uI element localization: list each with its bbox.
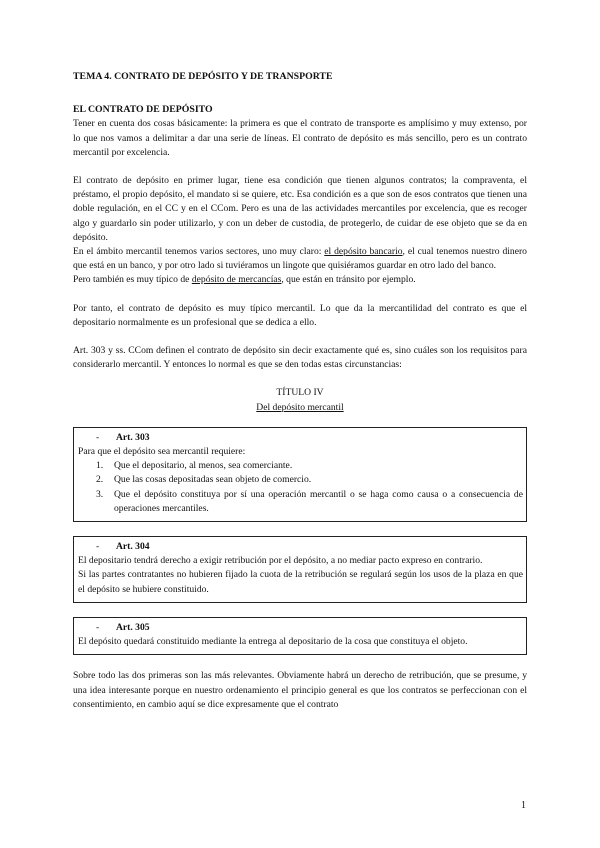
paragraph-4 — [73, 273, 527, 287]
list-item-number: 1. — [96, 460, 104, 472]
article-305-box — [73, 617, 527, 655]
article-304-heading — [78, 540, 523, 554]
paragraph-3 — [73, 245, 527, 273]
article-303-intro: Para que el depósito sea mercantil requiere: — [78, 446, 246, 458]
list-item-number: 2. — [96, 474, 104, 486]
list-item — [78, 488, 523, 516]
paragraph-6: Art. 303 y ss. CCom definen el contrato de depósito sin decir exactamente qué es, sino cuáles son los requisitos para considerarlo mercantil. Y entonces lo normal es que se den todas estas circunstancias: — [73, 345, 527, 371]
underlined-term-deposito-mercancias: depósito de mercancías — [191, 274, 282, 286]
paragraph-5: Por tanto, el contrato de depósito es muy típico mercantil. Lo que da la mercantilidad del contrato es que el depositario normalmente es un profesional que se dedica a ello. — [73, 302, 527, 328]
paragraph-3-end: , el cual tenemos nuestro dinero que está en un banco, y por otro lado si tuviéramos un lingote que quisiéramos guardar en otro lado del banco. — [73, 246, 527, 272]
article-303-dash: - — [96, 431, 100, 443]
law-subtitle — [73, 401, 527, 415]
list-item-number: 3. — [96, 488, 104, 500]
list-item-text: Que el depositario, al menos, sea comerciante. — [114, 460, 293, 472]
article-305-title: Art. 305 — [116, 621, 150, 633]
law-title: TÍTULO IV — [276, 387, 324, 399]
article-304-line-1: El depositario tendrá derecho a exigir retribución por el depósito, a no mediar pacto expreso en contrario. — [78, 555, 483, 567]
document-heading: TEMA 4. CONTRATO DE DEPÓSITO Y DE TRANSPORTE — [73, 71, 333, 82]
article-303-title: Art. 303 — [116, 431, 150, 443]
paragraph-4-start: Pero también es muy típico de — [73, 274, 192, 286]
article-304-dash: - — [96, 541, 100, 553]
list-item — [78, 473, 523, 487]
list-item — [78, 459, 523, 473]
underlined-term-deposito-bancario: el depósito bancario — [324, 246, 403, 258]
page-content — [73, 70, 527, 712]
article-305-heading — [78, 621, 523, 635]
paragraph-1: Tener en cuenta dos cosas básicamente: la primera es que el contrato de transporte es amplísimo y muy extenso, por lo que nos vamos a delimitar a dar una serie de líneas. El contrato de depósito es más sencillo, pero es un contrato mercantil por excelencia. — [73, 118, 527, 158]
paragraph-7: Sobre todo las dos primeras son las más relevantes. Obviamente habrá un derecho de retribución, que se presume, y una idea interesante porque en nuestro ordenamiento el principio general es que los contratos se perfeccionan con el consentimiento, en cambio aquí se dice expresamente que el contrato — [73, 670, 527, 710]
list-item-text: Que las cosas depositadas sean objeto de comercio. — [114, 474, 312, 486]
article-305-dash: - — [96, 621, 100, 633]
article-305-line-1: El depósito quedará constituido mediante la entrega al depositario de la cosa que constituya el objeto. — [78, 636, 468, 648]
section-heading: EL CONTRATO DE DEPÓSITO — [73, 104, 213, 116]
paragraph-2: El contrato de depósito en primer lugar, tiene esa condición que tienen algunos contratos; la compraventa, el préstamo, el propio depósito, el mandato si se quiere, etc. Esa condición es a que son de esos contratos que tienen una doble regulación, en el CC y en el CCom. Pero es una de las actividades mercantiles por excelencia, que es recoger algo y guardarlo sin poder utilizarlo, y con un deber de custodia, de protegerlo, de cuidar de ese objeto que se da en depósito. — [73, 175, 527, 243]
article-303-heading — [78, 431, 523, 445]
article-304-box — [73, 536, 527, 603]
law-title-block — [73, 386, 527, 414]
article-304-line-2: Si las partes contratantes no hubieren fijado la cuota de la retribución se regulará según los usos de la plaza en que el depósito se hubiere constituido. — [78, 569, 523, 595]
list-item-text: Que el depósito constituya por sí una operación mercantil o se haga como causa o a consecuencia de operaciones mercantiles. — [114, 488, 523, 514]
article-303-list — [78, 459, 523, 516]
paragraph-3-start: En el ámbito mercantil tenemos varios sectores, uno muy claro: — [73, 246, 325, 258]
law-subtitle-text: Del depósito mercantil — [256, 401, 344, 413]
paragraph-4-end: , que están en tránsito por ejemplo. — [281, 274, 416, 286]
article-303-box — [73, 427, 527, 522]
page-number: 1 — [521, 800, 526, 811]
article-304-title: Art. 304 — [116, 541, 150, 553]
